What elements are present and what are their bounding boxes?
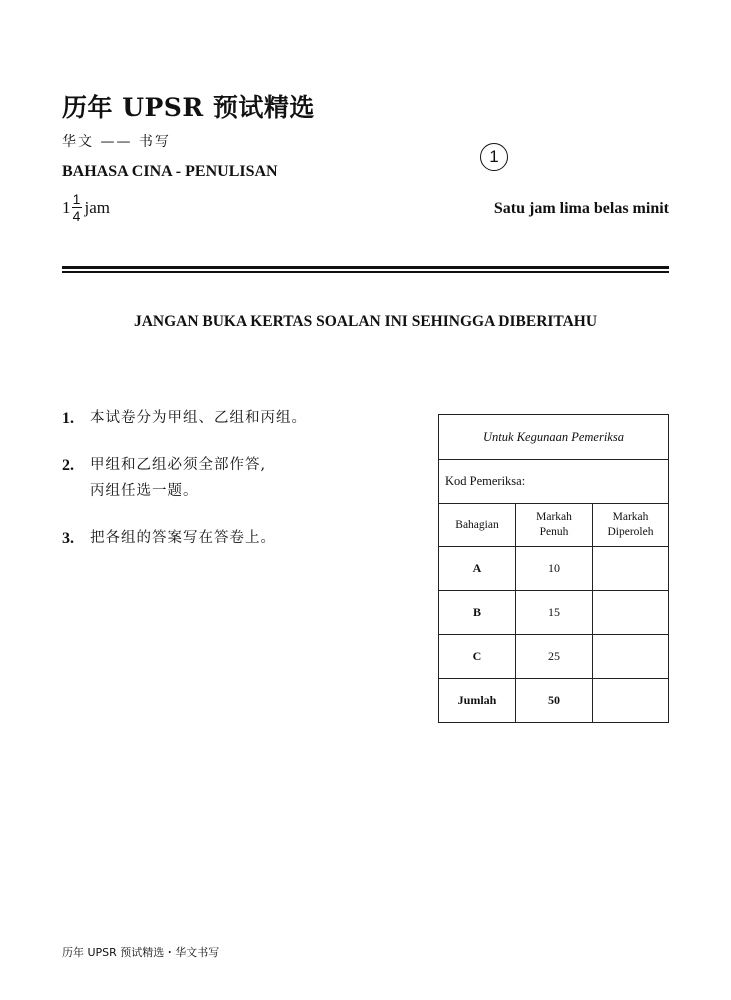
divider-thin: [62, 271, 669, 273]
total-label: Jumlah: [439, 679, 516, 723]
column-header-line: Diperoleh: [607, 526, 654, 538]
total-marks-obtained[interactable]: [593, 679, 669, 723]
instruction-text: [90, 452, 266, 504]
examiner-table: [438, 414, 669, 723]
instruction-text-line: 丙组任选一题。: [90, 483, 199, 499]
examiner-table-title: Untuk Kegunaan Pemeriksa: [439, 415, 669, 460]
total-full-marks: 50: [516, 679, 593, 723]
section-cell: C: [439, 635, 516, 679]
column-header-line: Penuh: [539, 526, 569, 538]
table-row: [439, 591, 669, 635]
subject-chinese: 华文 —— 书写: [62, 134, 171, 150]
instruction-text: 本试卷分为甲组、乙组和丙组。: [90, 410, 307, 426]
instruction-item: [62, 410, 392, 431]
subject-malay: BAHASA CINA - PENULISAN: [62, 163, 278, 180]
full-marks-cell: 25: [516, 635, 593, 679]
instruction-number: 2.: [62, 457, 74, 474]
full-marks-cell: 10: [516, 547, 593, 591]
exam-title: 历年 UPSR 预试精选: [62, 93, 315, 122]
instruction-text: 把各组的答案写在答卷上。: [90, 530, 276, 546]
examiner-code-row: [439, 460, 669, 504]
duration-whole: 1: [62, 197, 71, 217]
duration-words: Satu jam lima belas minit: [493, 200, 669, 217]
full-marks-cell: 15: [516, 591, 593, 635]
column-header-line: Markah: [612, 511, 649, 523]
fraction-numerator: 1: [72, 191, 81, 207]
marks-obtained-cell[interactable]: [593, 591, 669, 635]
paper-number-badge: 1: [480, 143, 508, 171]
instructions-list: [62, 410, 392, 577]
total-row: [439, 679, 669, 723]
page-footer: 历年 UPSR 预试精选・华文书写: [62, 946, 220, 959]
section-cell: B: [439, 591, 516, 635]
marks-obtained-cell[interactable]: [593, 635, 669, 679]
instruction-number: 3.: [62, 530, 74, 547]
duration: [62, 192, 110, 223]
table-row: [439, 635, 669, 679]
instruction-item: [62, 457, 392, 504]
instruction-text-line: 甲组和乙组必须全部作答,: [90, 457, 267, 473]
column-header-section: Bahagian: [439, 504, 516, 547]
column-header-line: Markah: [536, 511, 572, 523]
instruction-number: 1.: [62, 410, 74, 427]
duration-unit: jam: [84, 197, 110, 217]
fraction-denominator: 4: [72, 208, 81, 224]
examiner-code-label: Kod Pemeriksa:: [439, 460, 669, 504]
column-header-marks-obtained: [593, 504, 669, 547]
column-header-full-marks: [516, 504, 593, 547]
duration-fraction: [72, 192, 82, 223]
examiner-table-header-row: [439, 504, 669, 547]
table-row: [439, 547, 669, 591]
marks-obtained-cell[interactable]: [593, 547, 669, 591]
section-cell: A: [439, 547, 516, 591]
divider-thick: [62, 266, 669, 269]
examiner-table-title-row: [439, 415, 669, 460]
warning-notice: JANGAN BUKA KERTAS SOALAN INI SEHINGGA DIBERITAHU: [133, 313, 598, 330]
instruction-item: [62, 530, 392, 551]
